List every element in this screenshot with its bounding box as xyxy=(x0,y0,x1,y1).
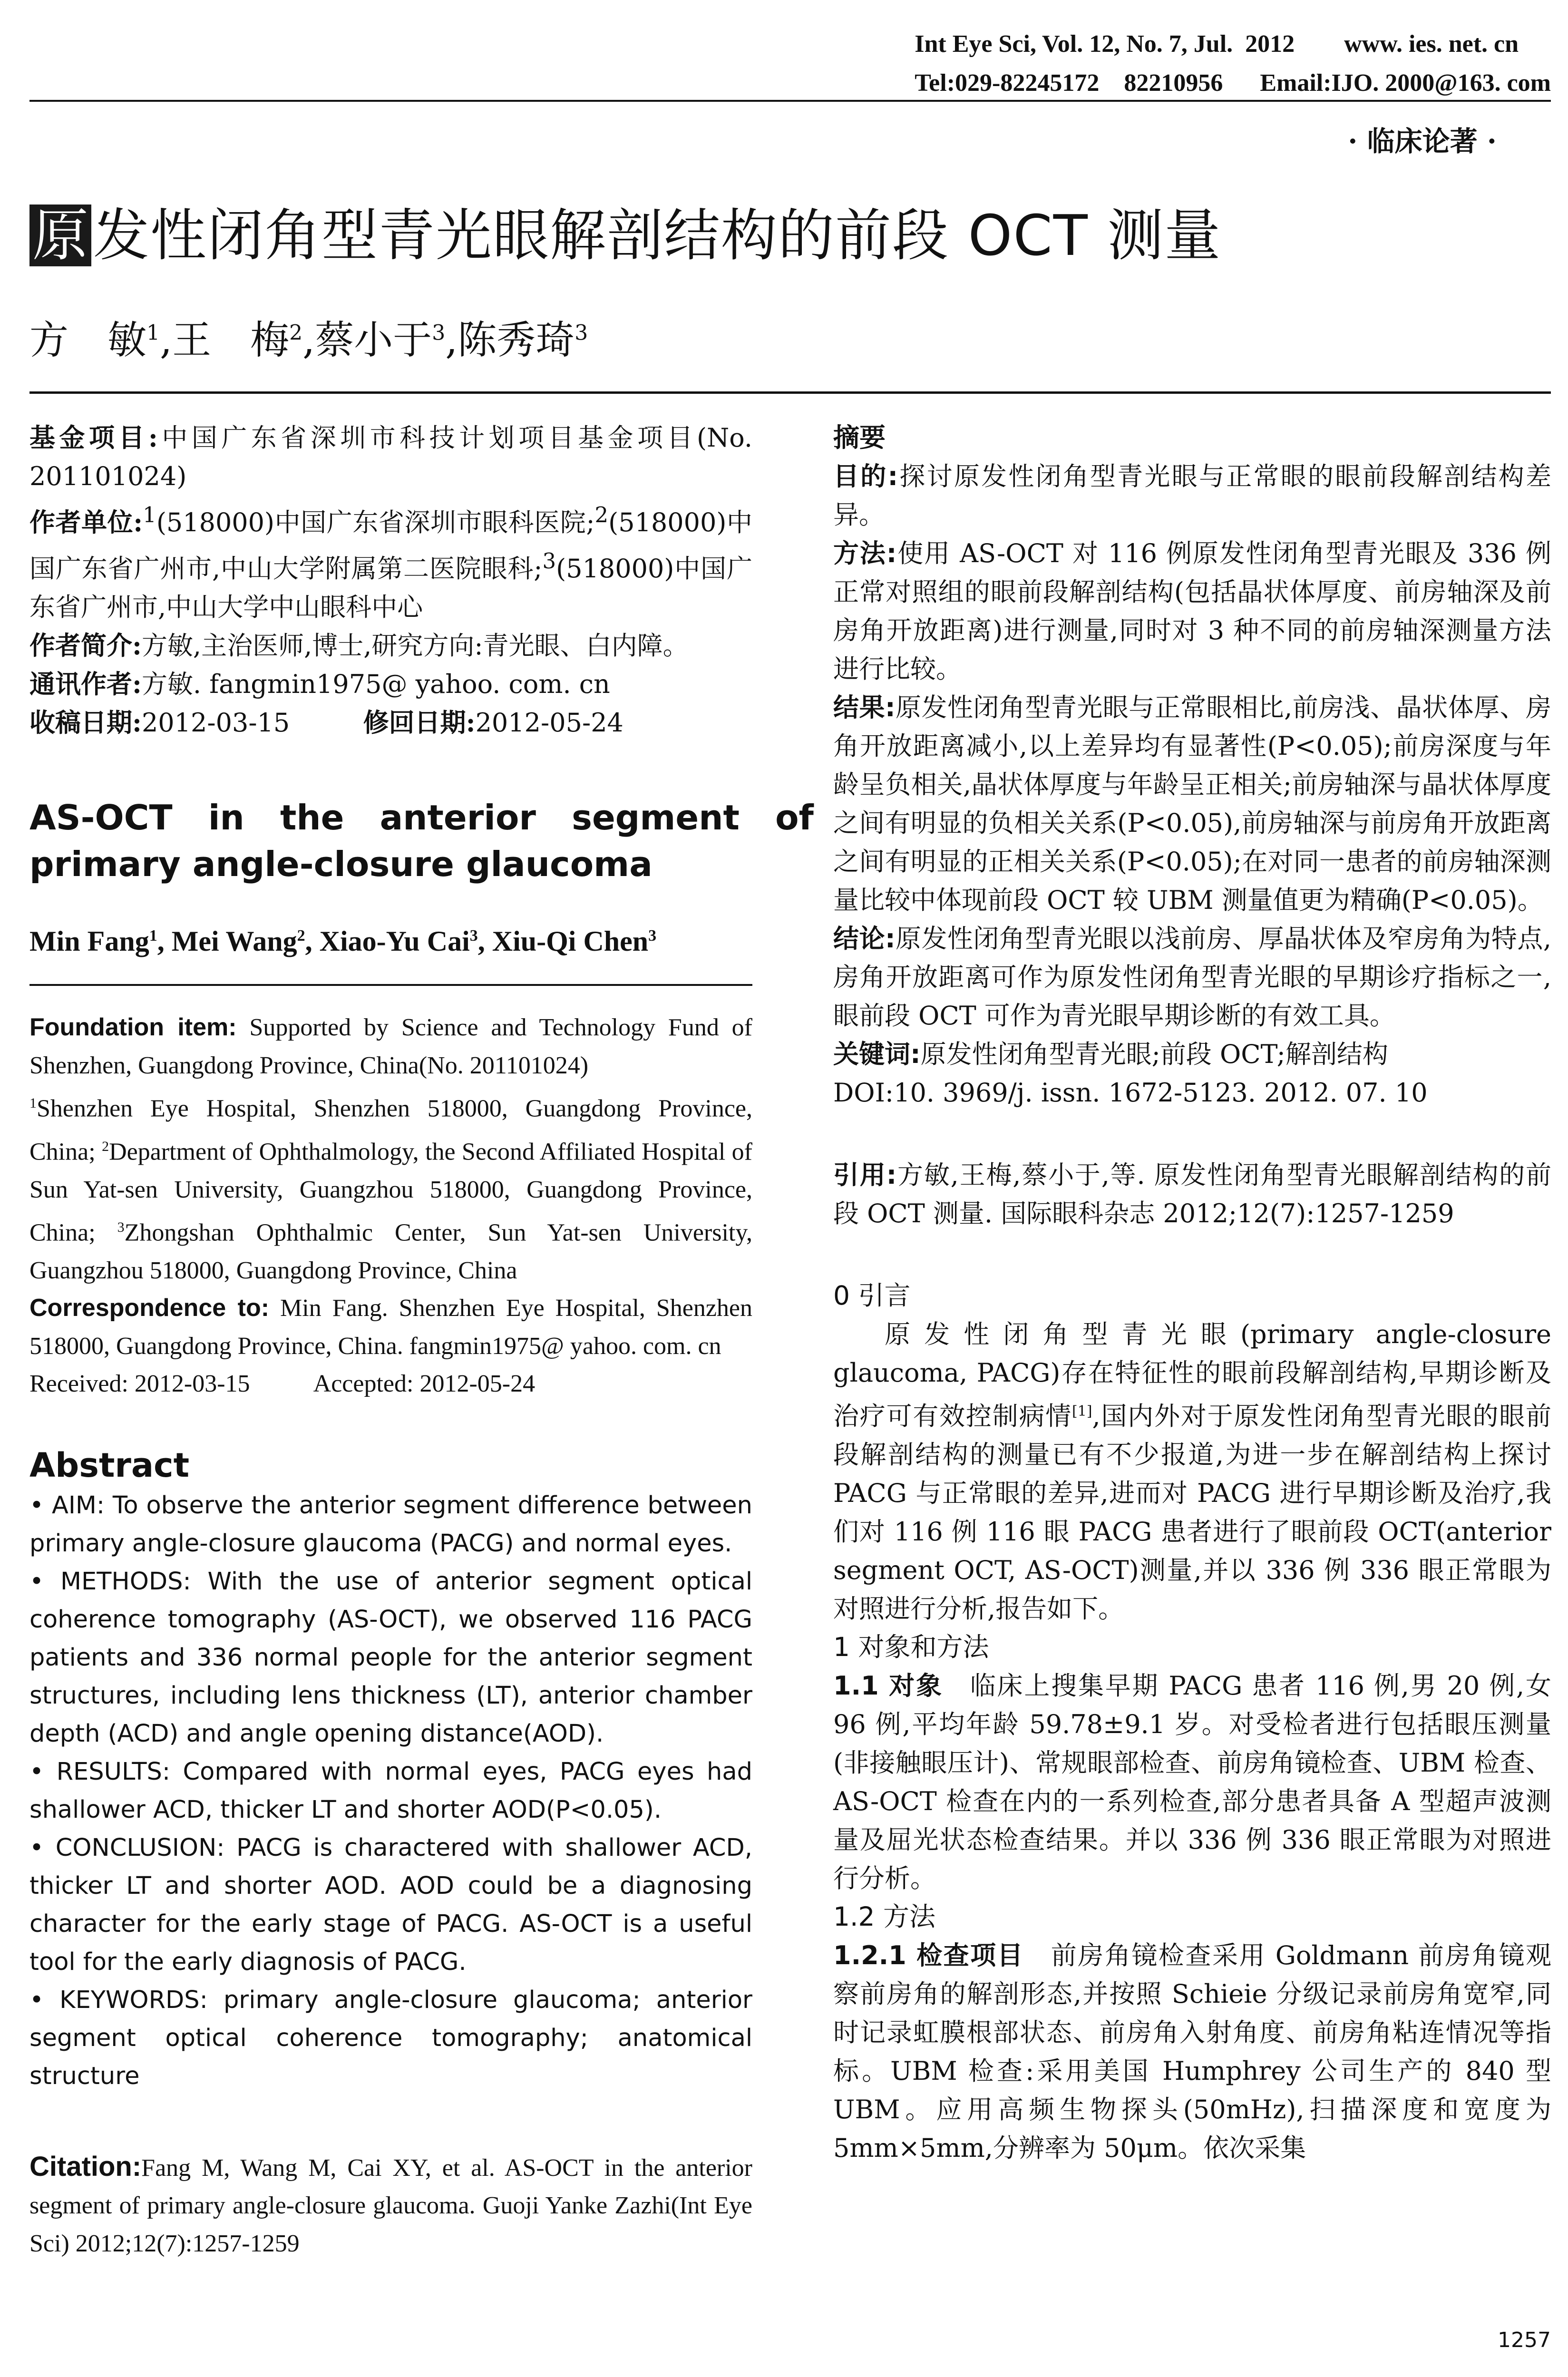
author-en: Min Fang xyxy=(29,925,149,957)
abstract-heading: Abstract xyxy=(29,1445,190,1485)
sec11-label: 1.1 对象 xyxy=(833,1671,943,1701)
abstract-keywords: • KEYWORDS: primary angle-closure glaucoma; anterior segment optical coherence tomography; anatomical structure xyxy=(29,1986,752,2090)
affiliations-en: $^1$Shenzhen Eye Hospital, Shenzhen 518000, Guangdong Province, China; $^2$Department of Ophthalmology, the Second Affiliated Hospital of Sun Yat-sen University, Guangzhou 518000, Guangdong Province, China; $^3$Zhongshan Ophthalmic Center, Sun Yat-sen University, Guangzhou 518000, Guangdong Province, China xyxy=(29,1095,753,1284)
foundation-item xyxy=(29,1009,752,1084)
title-text: 发性闭角型青光眼解剖结构的前段 OCT 测量 xyxy=(93,203,1222,268)
affil-text-2: (518000)中国广东省广州市,中山大学附属第二医院眼科; xyxy=(29,507,753,584)
affiliation-en-1: Shenzhen Eye Hospital, Shenzhen 518000, Guangdong Province, China; xyxy=(29,1095,752,1166)
abstract-conclusion: • CONCLUSION: PACG is charactered with shallower ACD, thicker LT and shorter AOD. AOD could be a diagnosing character for the early stage of PACG. AS-OCT is a useful tool for the early diagnosis of PACG. xyxy=(29,1833,752,1976)
abstract-aim: • AIM: To observe the anterior segment difference between primary angle-closure glaucoma (PACG) and normal eyes. xyxy=(29,1491,752,1558)
author-en-sup: 3 xyxy=(648,927,657,945)
intro-ref: [1] xyxy=(1072,1403,1092,1420)
author-cn: 王 梅 xyxy=(172,318,290,363)
revised-date: 2012-05-24 xyxy=(475,708,623,738)
author-cn: 蔡小于 xyxy=(315,318,432,363)
citation-en xyxy=(29,2148,752,2263)
abstract-results: • RESULTS: Compared with normal eyes, PACG eyes had shallower ACD, thicker LT and shorter AOD(P<0.05). xyxy=(29,1757,752,1824)
sec121-paragraph xyxy=(833,1936,1551,2167)
corr-text: 方敏. fangmin1975@ yahoo. com. cn xyxy=(141,669,610,699)
fund-label: 基金项目: xyxy=(29,422,158,453)
accepted-en: Accepted: 2012-05-24 xyxy=(313,1370,536,1398)
aim-text: 探讨原发性闭角型青光眼与正常眼的眼前段解剖结构差异。 xyxy=(833,461,1551,530)
abstract-cn-label-text: 摘要 xyxy=(833,422,886,453)
sec121-label: 1.2.1 检查项目 xyxy=(833,1940,1024,1970)
sec1-heading: 1 对象和方法 xyxy=(833,1632,989,1662)
section-label: · 临床论著 · xyxy=(1348,125,1497,157)
journal-header xyxy=(915,25,1551,103)
abstract-cn-keywords xyxy=(833,1035,1551,1073)
correspondence-en xyxy=(29,1289,752,1365)
abstract-cn-results xyxy=(833,688,1551,919)
abstract-cn-methods xyxy=(833,534,1551,688)
revised-label: 修回日期: xyxy=(363,707,476,738)
conclusion-text: 原发性闭角型青光眼以浅前房、厚晶状体及窄房角为特点,房角开放距离可作为原发性闭角型青光眼的早期诊疗指标之一,眼前段 OCT 可作为青光眼早期诊断的有效工具。 xyxy=(833,924,1551,1031)
en-authors-divider xyxy=(29,984,752,986)
affil-label: 作者单位: xyxy=(29,507,143,537)
dates-cn xyxy=(29,703,752,742)
cite-cn-label: 引用: xyxy=(833,1160,897,1190)
author-en: Xiao-Yu Cai xyxy=(319,925,470,957)
affiliation-en-2: Department of Ophthalmology, the Second Affiliated Hospital of Sun Yat-sen University, Guangzhou 518000, Guangdong Province, China; xyxy=(29,1138,753,1247)
affil-text-3: (518000)中国广东省广州市,中山大学中山眼科中心 xyxy=(29,554,753,622)
abstract-cn-label xyxy=(833,419,1551,457)
title-divider xyxy=(29,391,1551,394)
affiliation-en-3: Zhongshan Ophthalmic Center, Sun Yat-sen University, Guangzhou 518000, Guangdong Province, China xyxy=(29,1219,753,1284)
author-sup: 3 xyxy=(575,321,588,345)
fund-info xyxy=(29,419,752,496)
intro-text-1: 原发性闭角型青光眼(primary angle-closure glaucoma, PACG)存在特征性的眼前段解剖结构,早期诊断及治疗可有效控制病情 xyxy=(833,1319,1551,1431)
authors-cn: 方 敏$^1$,王 梅$^2$,蔡小于$^3$,陈秀琦$^3$ xyxy=(29,318,588,363)
sec11-paragraph xyxy=(833,1666,1551,1898)
right-column xyxy=(833,419,1551,2167)
intro-paragraph xyxy=(833,1315,1551,1628)
author-en-sup: 2 xyxy=(297,927,305,945)
intro-label: 作者简介: xyxy=(29,630,142,661)
citation-text: Fang M, Wang M, Cai XY, et al. AS-OCT in the anterior segment of primary angle-closure glaucoma. Guoji Yanke Zazhi(Int Eye Sci) 2012;12(7):1257-1259 xyxy=(29,2154,752,2257)
author-en: Mei Wang xyxy=(171,925,297,957)
conclusion-label: 结论: xyxy=(833,924,896,954)
sec12-heading: 1.2 方法 xyxy=(833,1901,935,1932)
received-date: 2012-03-15 xyxy=(141,708,290,738)
author-sup: 1 xyxy=(146,321,160,345)
journal-header-line-1: Int Eye Sci, Vol. 12, No. 7, Jul. 2012 www. ies. net. cn xyxy=(915,30,1519,58)
foundation-label: Foundation item: xyxy=(29,1013,237,1041)
keywords-label: 关键词: xyxy=(833,1039,921,1069)
corr-en-text: Min Fang. Shenzhen Eye Hospital, Shenzhen 518000, Guangdong Province, China. fangmin1975@ yahoo. com. cn xyxy=(29,1295,753,1360)
english-title-line-2: primary angle-closure glaucoma xyxy=(29,844,653,884)
abstract-methods: • METHODS: With the use of anterior segment optical coherence tomography (AS-OCT), we observed 116 PACG patients and 336 normal people for the anterior segment structures, including lens thickness (LT), anterior chamber depth (ACD) and angle opening distance(AOD). xyxy=(29,1567,752,1748)
methods-label: 方法: xyxy=(833,538,897,568)
results-text: 原发性闭角型青光眼与正常眼相比,前房浅、晶状体厚、房角开放距离减小,以上差异均有显著性(P<0.05);前房深度与年龄呈负相关,晶状体厚度与年龄呈正相关;前房轴深与晶状体厚度之间有明显的负相关关系(P<0.05),前房轴深与前房角开放距离之间有明显的正相关关系(P<0.05);在对同一患者的前房轴深测量比较中体现前段 OCT 较 UBM 测量值更为精确(P<0.05)。 xyxy=(833,692,1551,915)
corr-en-label: Correspondence to: xyxy=(29,1294,270,1322)
authors-en: Min Fang$^1$, Mei Wang$^2$, Xiao-Yu Cai$^3$, Xiu-Qi Chen$^3$ xyxy=(29,925,657,957)
affil-text-1: (518000)中国广东省深圳市眼科医院; xyxy=(156,507,595,537)
abstract-cn-aim xyxy=(833,457,1551,534)
aim-label: 目的: xyxy=(833,461,898,491)
intro-text-2: ,国内外对于原发性闭角型青光眼的眼前段解剖结构的测量已有不少报道,为进一步在解剖结构上探讨 PACG 与正常眼的差异,进而对 PACG 进行早期诊断及治疗,我们对 116 例 116 眼 PACG 患者进行了眼前段 OCT(anterior segment OCT, AS-OCT)测量,并以 336 例 336 眼正常眼为对照进行分析,报告如下。 xyxy=(833,1401,1552,1624)
left-column xyxy=(29,419,814,2262)
page-number: 1257 xyxy=(1498,2328,1551,2352)
author-en-sup: 3 xyxy=(469,927,478,945)
article-title xyxy=(29,205,1221,266)
author-sup: 2 xyxy=(289,321,303,345)
english-title-line-1: AS-OCT in the anterior segment of xyxy=(29,798,814,838)
intro-heading: 0 引言 xyxy=(833,1280,911,1311)
intro-text: 方敏,主治医师,博士,研究方向:青光眼、白内障。 xyxy=(141,631,689,661)
corresponding-author xyxy=(29,665,752,703)
dates-en xyxy=(29,1365,752,1403)
received-en: Received: 2012-03-15 xyxy=(29,1370,250,1398)
author-cn: 陈秀琦 xyxy=(458,318,575,363)
sec121-text: 前房角镜检查采用 Goldmann 前房角镜观察前房角的解剖形态,并按照 Schieie 分级记录前房角宽窄,同时记录虹膜根部状态、前房角入射角度、前房角粘连情况等指标。UBM 检查:采用美国 Humphrey 公司生产的 840 型 UBM。应用高频生物探头(50mHz),扫描深度和宽度为 5mm×5mm,分辨率为 50μm。依次采集 xyxy=(833,1940,1551,2163)
author-en: Xiu-Qi Chen xyxy=(492,925,649,957)
author-en-sup: 1 xyxy=(149,927,157,945)
journal-header-line-2: Tel:029-82245172 82210956 Email:IJO. 2000@163. com xyxy=(915,69,1551,97)
corr-label: 通讯作者: xyxy=(29,669,142,699)
methods-text: 使用 AS-OCT 对 116 例原发性闭角型青光眼及 336 例正常对照组的眼前段解剖结构(包括晶状体厚度、前房轴深及前房角开放距离)进行测量,同时对 3 种不同的前房轴深测量方法进行比较。 xyxy=(833,538,1551,684)
header-divider xyxy=(29,100,1551,102)
cite-cn-text: 方敏,王梅,蔡小于,等. 原发性闭角型青光眼解剖结构的前段 OCT 测量. 国际眼科杂志 2012;12(7):1257-1259 xyxy=(833,1160,1551,1228)
author-intro xyxy=(29,626,752,665)
received-label: 收稿日期: xyxy=(29,707,142,738)
sec11-text: 临床上搜集早期 PACG 患者 116 例,男 20 例,女 96 例,平均年龄 59.78±9.1 岁。对受检者进行包括眼压测量(非接触眼压计)、常规眼部检查、前房角镜检查、UBM 检查、AS-OCT 检查在内的一系列检查,部分患者具备 A 型超声波测量及屈光状态检查结果。并以 336 例 336 眼正常眼为对照进行分析。 xyxy=(833,1671,1551,1893)
citation-label: Citation: xyxy=(29,2151,142,2182)
title-first-char: 原 xyxy=(29,205,91,266)
doi: DOI:10. 3969/j. issn. 1672-5123. 2012. 07. 10 xyxy=(833,1078,1428,1108)
author-sup: 3 xyxy=(432,321,446,345)
abstract-cn-conclusion xyxy=(833,919,1551,1035)
affiliation-info: 作者单位:$^1$(518000)中国广东省深圳市眼科医院;$^2$(518000)中国广东省广州市,中山大学附属第二医院眼科;$^3$(518000)中国广东省广州市,中山大学中山眼科中心 xyxy=(29,502,753,622)
foundation-text: Supported by Science and Technology Fund of Shenzhen, Guangdong Province, China(No. 201101024) xyxy=(29,1014,753,1079)
author-cn: 方 敏 xyxy=(29,318,147,363)
results-label: 结果: xyxy=(833,692,896,722)
citation-cn xyxy=(833,1156,1551,1233)
keywords-text: 原发性闭角型青光眼;前段 OCT;解剖结构 xyxy=(920,1039,1388,1069)
fund-text: 中国广东省深圳市科技计划项目基金项目(No. 201101024) xyxy=(29,423,753,491)
